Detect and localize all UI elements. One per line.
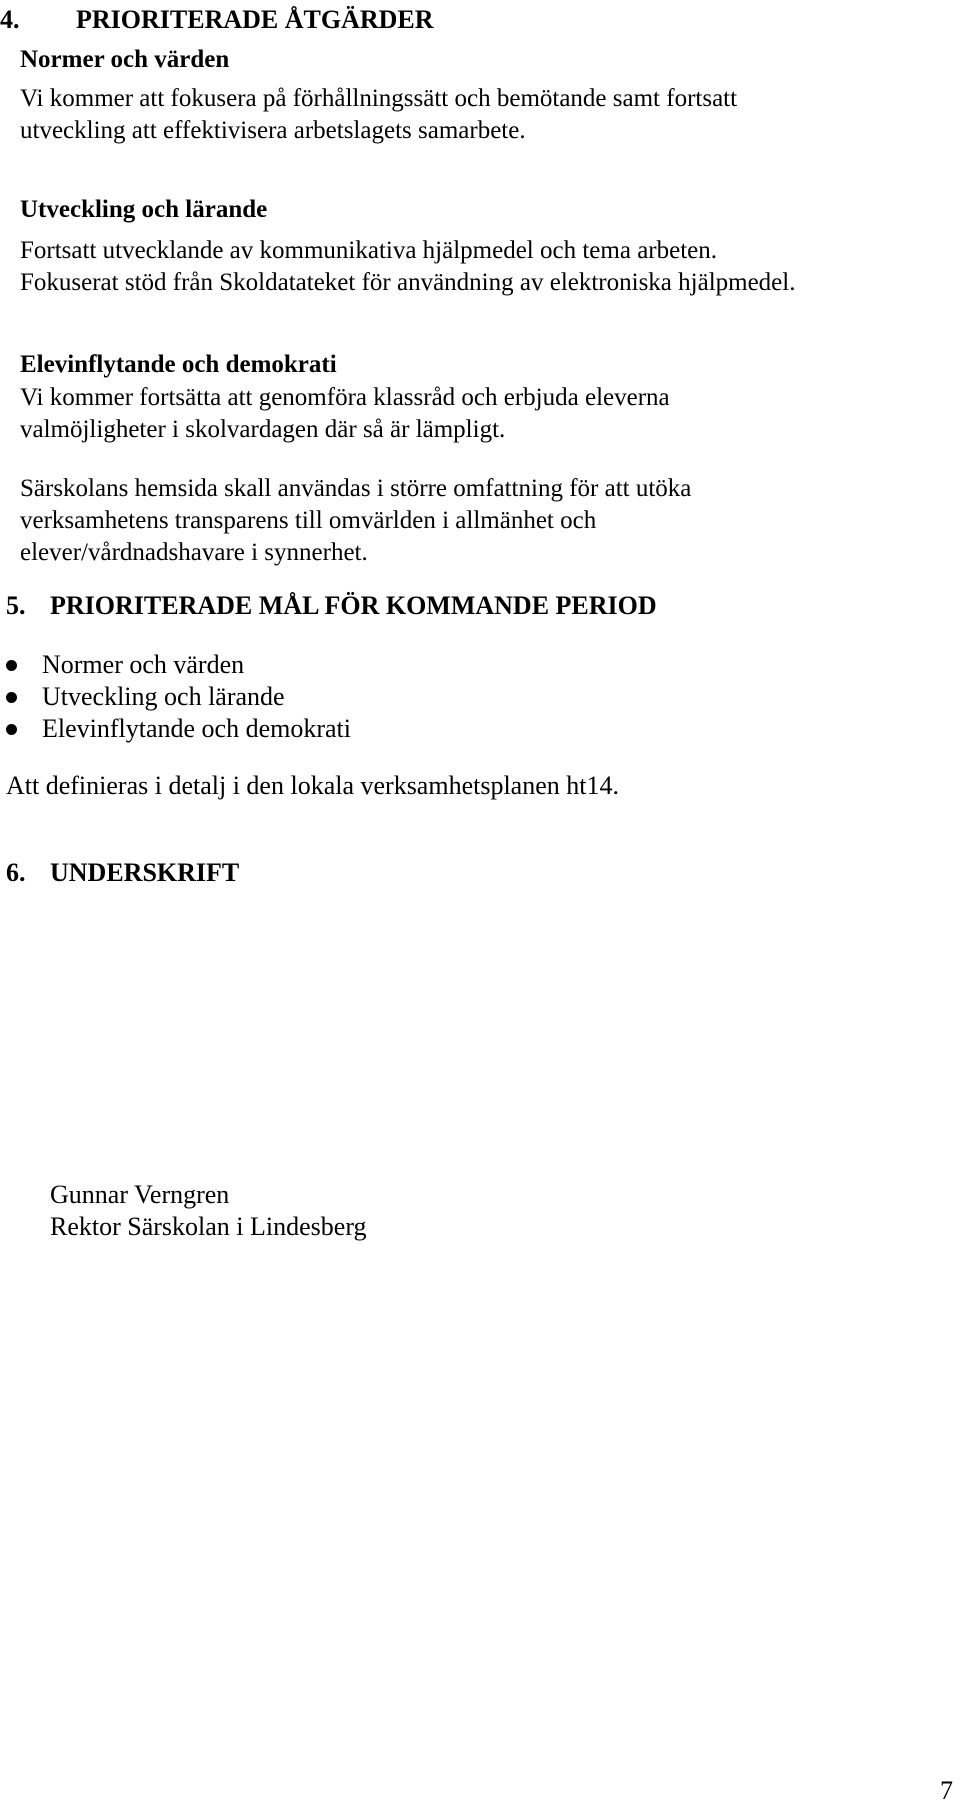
development-heading: Utveckling och lärande xyxy=(20,196,268,223)
section-4-heading xyxy=(0,5,434,35)
section-5-heading xyxy=(6,591,657,621)
goals-note: Att definieras i detalj i den lokala verksamhetsplanen ht14. xyxy=(6,771,619,800)
section-4-number: 4. xyxy=(0,5,20,34)
goal-item-label: Normer och värden xyxy=(42,650,245,679)
bullet-icon xyxy=(6,660,17,671)
norms-heading: Normer och värden xyxy=(20,46,230,73)
section-5-number: 5. xyxy=(6,591,26,620)
goal-item-label: Elevinflytande och demokrati xyxy=(42,714,352,743)
section-5-title: PRIORITERADE MÅL FÖR KOMMANDE PERIOD xyxy=(50,591,657,620)
development-line-2: Fokuserat stöd från Skoldatateket för användning av elektroniska hjälpmedel. xyxy=(20,269,796,296)
bullet-icon xyxy=(6,692,17,703)
influence-line-2: valmöjligheter i skolvardagen där så är lämpligt. xyxy=(20,416,506,443)
bullet-icon xyxy=(6,724,17,735)
website-line-2: verksamhetens transparens till omvärlden i allmänhet och xyxy=(20,507,597,534)
section-6-number: 6. xyxy=(6,858,26,887)
website-line-1: Särskolans hemsida skall användas i större omfattning för att utöka xyxy=(20,475,692,502)
influence-line-1: Vi kommer fortsätta att genomföra klassråd och erbjuda eleverna xyxy=(20,384,670,411)
signature-name: Gunnar Verngren xyxy=(50,1180,230,1209)
section-6-heading xyxy=(6,858,239,888)
page-number: 7 xyxy=(940,1776,953,1805)
development-line-1: Fortsatt utvecklande av kommunikativa hjälpmedel och tema arbeten. xyxy=(20,237,717,264)
influence-heading: Elevinflytande och demokrati xyxy=(20,351,337,378)
signature-role: Rektor Särskolan i Lindesberg xyxy=(50,1212,367,1241)
goal-item-label: Utveckling och lärande xyxy=(42,682,285,711)
norms-line-2: utveckling att effektivisera arbetslagets samarbete. xyxy=(20,117,526,144)
norms-line-1: Vi kommer att fokusera på förhållningssätt och bemötande samt fortsatt xyxy=(20,85,738,112)
website-line-3: elever/vårdnadshavare i synnerhet. xyxy=(20,539,368,566)
section-4-title: PRIORITERADE ÅTGÄRDER xyxy=(76,5,434,34)
section-6-title: UNDERSKRIFT xyxy=(50,858,240,887)
